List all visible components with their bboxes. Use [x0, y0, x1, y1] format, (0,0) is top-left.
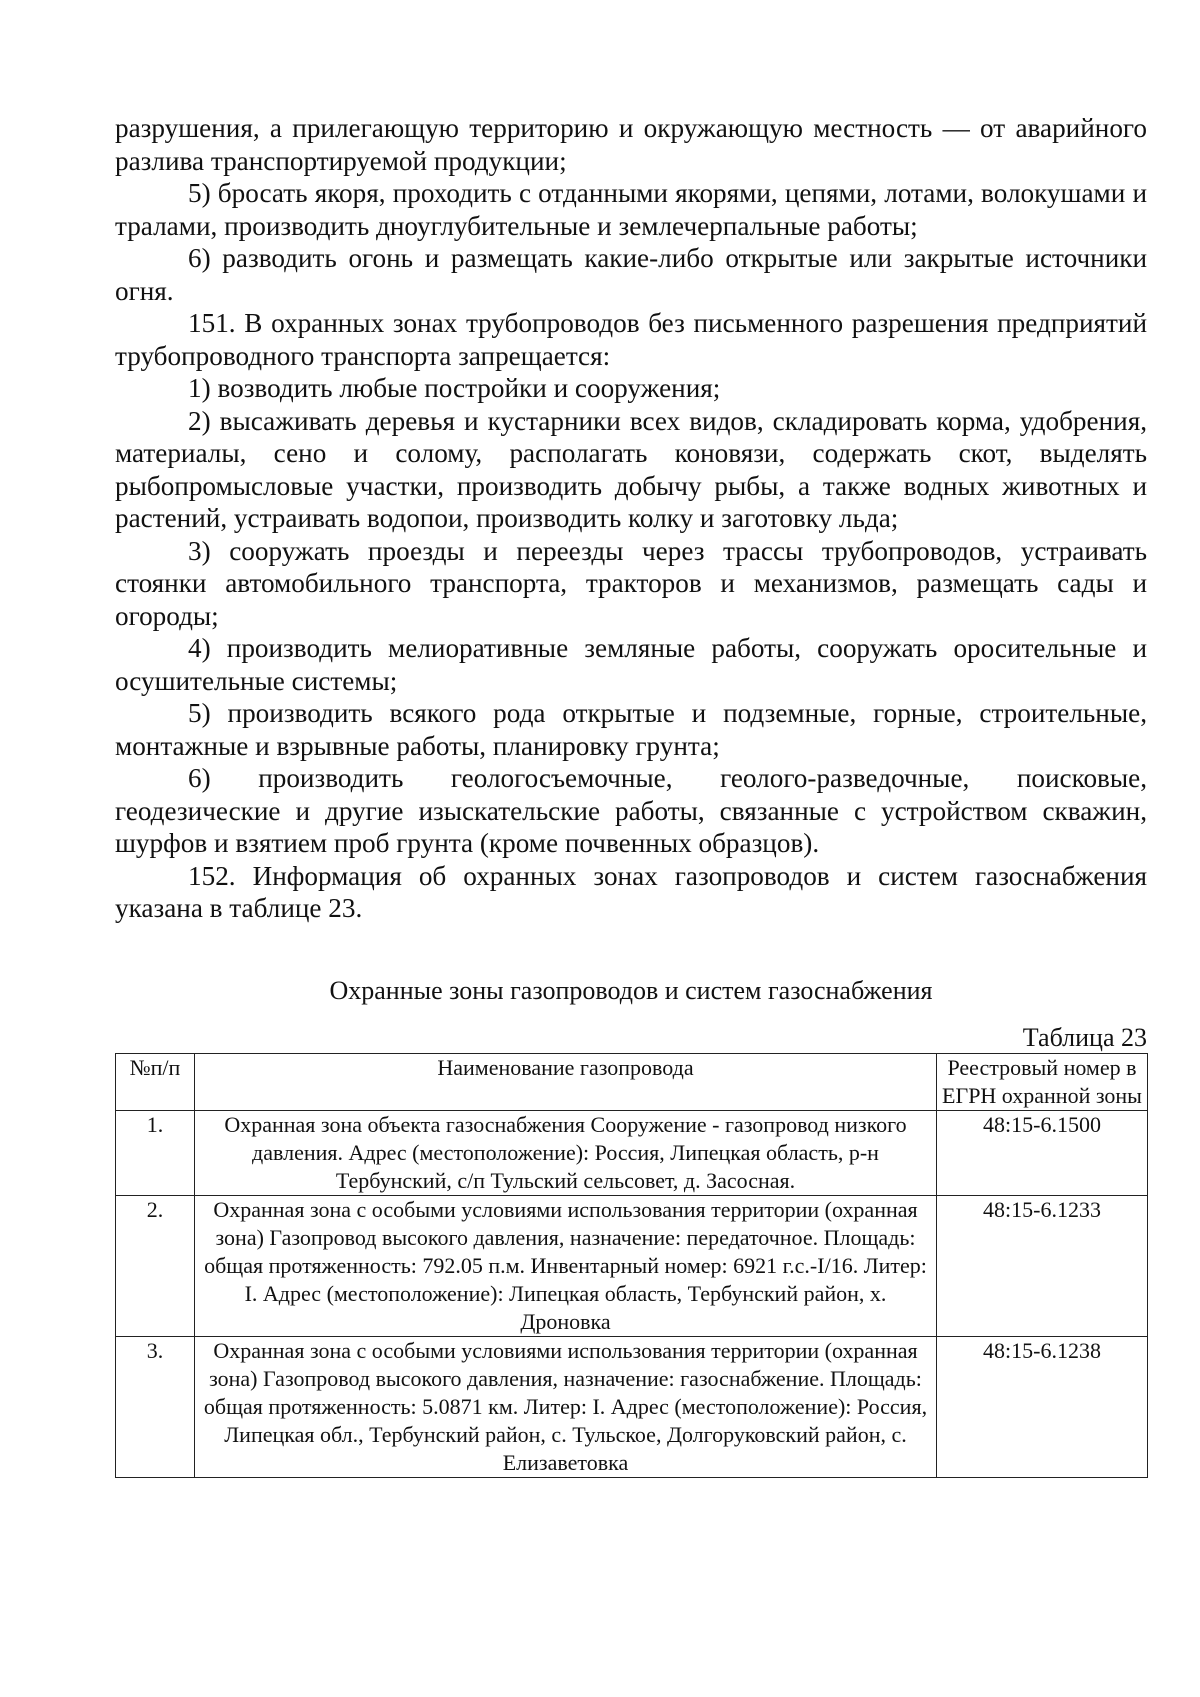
row-number: 1.: [116, 1110, 195, 1195]
row-registry-number: 48:15-6.1233: [937, 1195, 1148, 1336]
header-pipeline-name: Наименование газопровода: [195, 1053, 937, 1110]
paragraph: 6) производить геологосъемочные, геолого-разведочные, поисковые, геодезические и другие изыскательские работы, связанные с устройством скважин, шурфов и взятием проб грунта (кроме почвенных образцов).: [115, 763, 1147, 858]
table-header-row: [116, 1053, 1148, 1110]
table-number-label: Таблица 23: [1022, 1022, 1147, 1052]
row-pipeline-name: Охранная зона объекта газоснабжения Сооружение - газопровод низкого давления. Адрес (местоположение): Россия, Липецкая область, р-н Тербунский, с/п Тульский сельсовет, д. Засосная.: [195, 1110, 937, 1195]
table-row: [116, 1110, 1148, 1195]
paragraph: 4) производить мелиоративные земляные работы, сооружать оросительные и осушительные системы;: [115, 633, 1147, 696]
row-registry-number: 48:15-6.1500: [937, 1110, 1148, 1195]
header-registry-number: Реестровый номер в ЕГРН охранной зоны: [937, 1053, 1148, 1110]
paragraph: 6) разводить огонь и размещать какие-либо открытые или закрытые источники огня.: [115, 243, 1147, 306]
row-registry-number: 48:15-6.1238: [937, 1336, 1148, 1477]
paragraph: 2) высаживать деревья и кустарники всех видов, складировать корма, удобрения, материалы, сено и солому, располагать коновязи, содержать скот, выделять рыбопромысловые участки, производить добычу рыбы, а также водных животных и растений, устраивать водопои, производить колку и заготовку льда;: [115, 405, 1147, 533]
document-page: [115, 0, 1147, 1478]
table-row: [116, 1195, 1148, 1336]
row-number: 3.: [116, 1336, 195, 1477]
table-title: Охранные зоны газопроводов и систем газоснабжения: [329, 975, 933, 1005]
paragraph: 152. Информация об охранных зонах газопроводов и систем газоснабжения указана в таблице 23.: [115, 860, 1147, 923]
row-number: 2.: [116, 1195, 195, 1336]
paragraph: разрушения, а прилегающую территорию и окружающую местность — от аварийного разлива транспортируемой продукции;: [115, 113, 1147, 176]
header-number: №п/п: [116, 1053, 195, 1110]
body-text: [115, 112, 1147, 925]
paragraph: 5) производить всякого рода открытые и подземные, горные, строительные, монтажные и взрывные работы, планировку грунта;: [115, 698, 1147, 761]
paragraph: 5) бросать якоря, проходить с отданными якорями, цепями, лотами, волокушами и тралами, производить дноуглубительные и землечерпальные работы;: [115, 178, 1147, 241]
row-pipeline-name: Охранная зона с особыми условиями использования территории (охранная зона) Газопровод высокого давления, назначение: газоснабжение. Площадь: общая протяженность: 5.0871 км. Литер: I. Адрес (местоположение): Россия, Липецкая обл., Тербунский район, с. Тульское, Долгоруковский район, с. Елизаветовка: [195, 1336, 937, 1477]
paragraph: 3) сооружать проезды и переезды через трассы трубопроводов, устраивать стоянки автомобильного транспорта, тракторов и механизмов, размещать сады и огороды;: [115, 535, 1147, 631]
row-pipeline-name: Охранная зона с особыми условиями использования территории (охранная зона) Газопровод высокого давления, назначение: передаточное. Площадь: общая протяженность: 792.05 п.м. Инвентарный номер: 6921 г.с.-I/16. Литер: I. Адрес (местоположение): Липецкая область, Тербунский район, х. Дроновка: [195, 1195, 937, 1336]
paragraph: 1) возводить любые постройки и сооружения;: [188, 373, 721, 403]
table-row: [116, 1336, 1148, 1477]
gas-pipeline-zones-table: [115, 1053, 1148, 1478]
paragraph: 151. В охранных зонах трубопроводов без письменного разрешения предприятий трубопроводного транспорта запрещается:: [115, 308, 1147, 371]
